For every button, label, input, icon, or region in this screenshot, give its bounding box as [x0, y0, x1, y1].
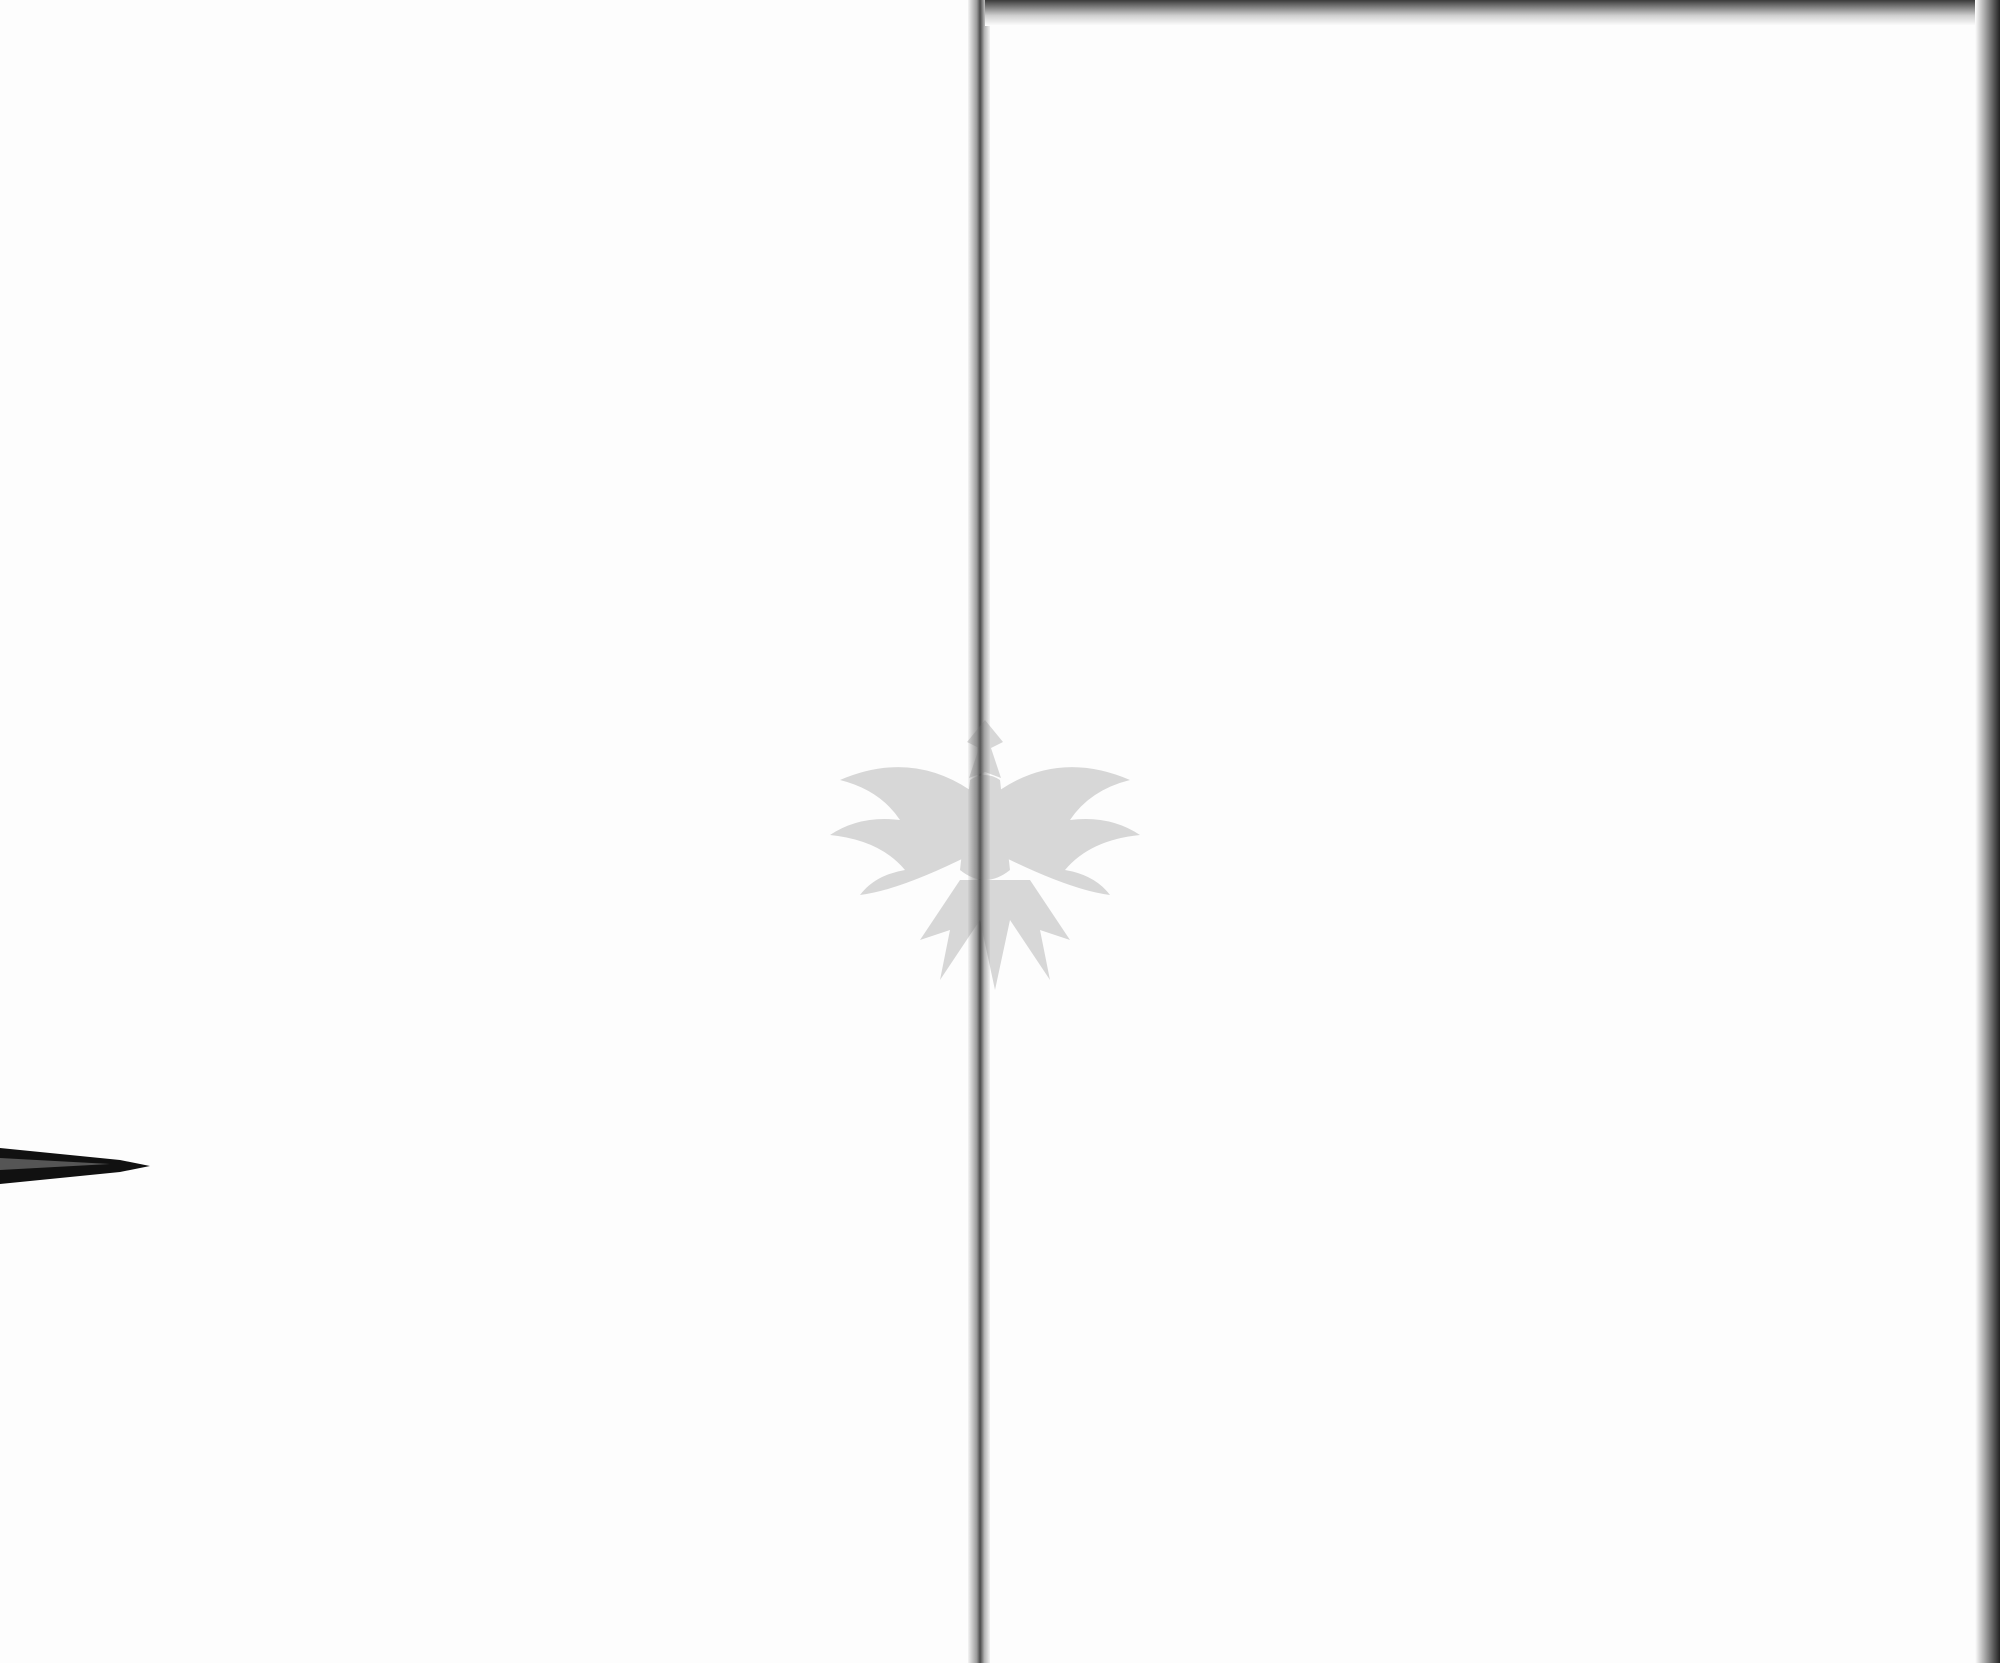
archive-stamp-watermark [720, 560, 1260, 1100]
pen-tip-icon [0, 1140, 150, 1190]
scan-shadow-right [1975, 0, 2000, 1663]
scan-shadow-top [985, 0, 2000, 26]
